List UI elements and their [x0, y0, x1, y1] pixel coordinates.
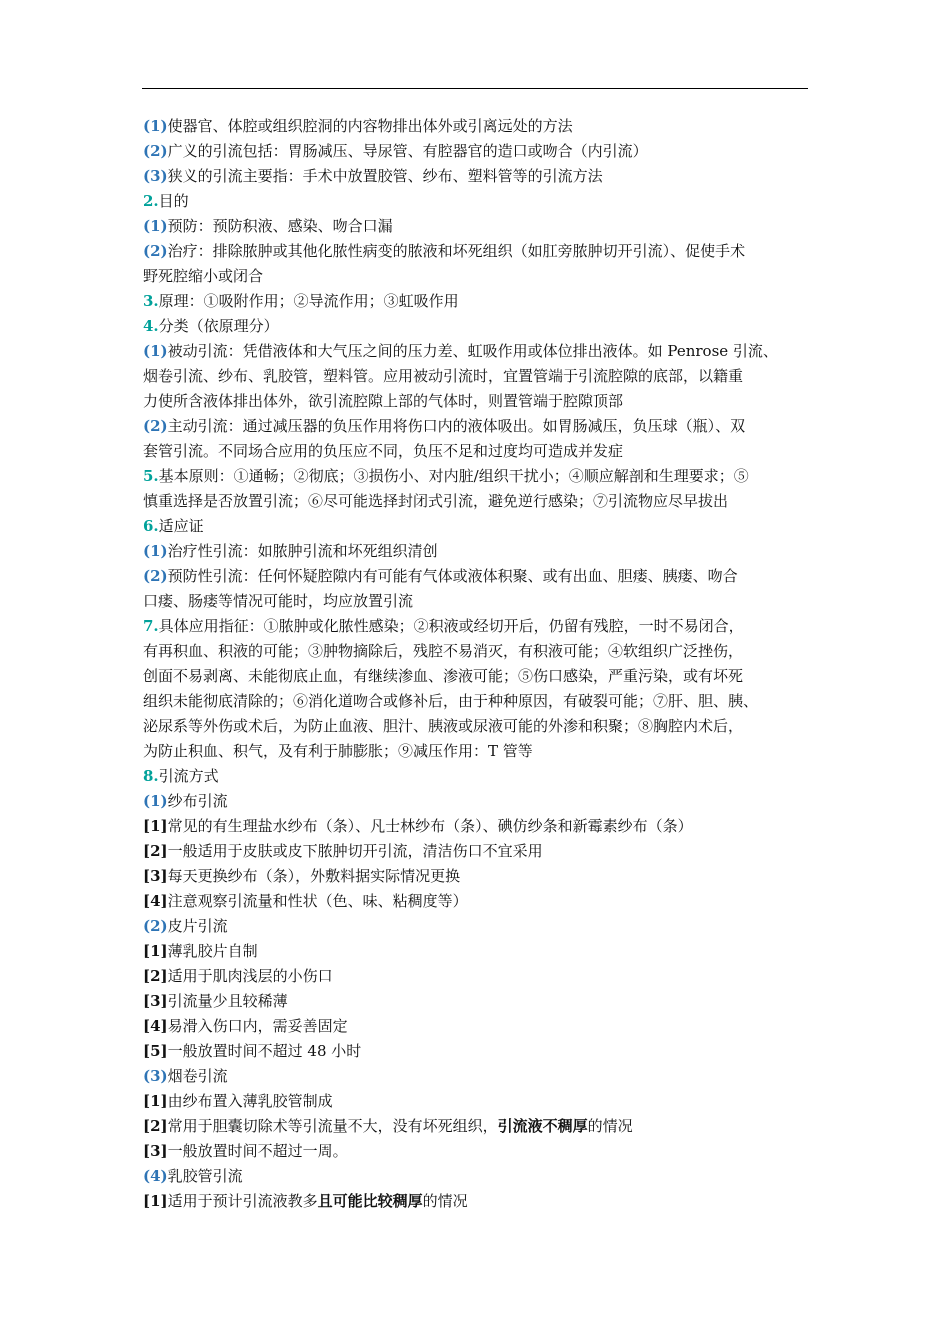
text-line	[143, 1039, 809, 1064]
item-number: 6.	[143, 517, 159, 535]
line-text: 适应证	[158, 517, 204, 535]
line-text: 慎重选择是否放置引流；⑥尽可能选择封闭式引流，避免逆行感染；⑦引流物应尽早拔出	[143, 492, 729, 510]
item-number: [2]	[143, 842, 168, 860]
line-text: 纱布引流	[167, 792, 228, 810]
line-text: 预防：预防积液、感染、吻合口漏	[167, 217, 393, 235]
line-text: 由纱布置入薄乳胶管制成	[167, 1092, 333, 1110]
line-text: 狭义的引流主要指：手术中放置胶管、纱布、塑料管等的引流方法	[167, 167, 603, 185]
line-text: 野死腔缩小或闭合	[143, 267, 264, 285]
text-line	[143, 189, 809, 214]
line-text: 原理：①吸附作用；②导流作用；③虹吸作用	[158, 292, 459, 310]
item-number: [1]	[143, 942, 168, 960]
line-text-tail: 的情况	[587, 1117, 633, 1135]
line-text: 被动引流：凭借液体和大气压之间的压力差、虹吸作用或体位排出液体。如 Penrose 引流、	[167, 342, 778, 360]
text-line	[143, 889, 809, 914]
item-number: [3]	[143, 992, 168, 1010]
item-number: [2]	[143, 967, 168, 985]
line-text: 常见的有生理盐水纱布（条）、凡士林纱布（条）、碘仿纱条和新霉素纱布（条）	[167, 817, 693, 835]
item-number: (1)	[143, 542, 168, 560]
text-line	[143, 914, 809, 939]
text-line	[143, 289, 809, 314]
line-text: 组织未能彻底清除的；⑥消化道吻合或修补后，由于种种原因，有破裂可能；⑦肝、胆、胰、	[143, 692, 759, 710]
text-line	[143, 1064, 809, 1089]
text-line	[143, 489, 809, 514]
text-line	[143, 639, 809, 664]
text-line	[143, 589, 809, 614]
item-number: [1]	[143, 1192, 168, 1210]
line-text: 乳胶管引流	[167, 1167, 243, 1185]
line-text-tail: 的情况	[422, 1192, 468, 1210]
text-line	[143, 114, 809, 139]
item-number: (2)	[143, 417, 168, 435]
text-line	[143, 964, 809, 989]
line-text: 治疗：排除脓肿或其他化脓性病变的脓液和坏死组织（如肛旁脓肿切开引流）、促使手术	[167, 242, 746, 260]
text-line	[143, 839, 809, 864]
text-line	[143, 439, 809, 464]
text-line	[143, 314, 809, 339]
text-line	[143, 1139, 809, 1164]
text-line	[143, 989, 809, 1014]
item-number: (2)	[143, 242, 168, 260]
line-text: 易滑入伤口内，需妥善固定	[167, 1017, 348, 1035]
line-text: 注意观察引流量和性状（色、味、粘稠度等）	[167, 892, 468, 910]
line-text: 烟卷引流、纱布、乳胶管，塑料管。应用被动引流时，宜置管端于引流腔隙的底部，以籍重	[143, 367, 744, 385]
bold-emphasis: 引流液不稠厚	[497, 1117, 588, 1135]
line-text: 引流量少且较稀薄	[167, 992, 288, 1010]
text-line	[143, 814, 809, 839]
line-text: 使器官、体腔或组织腔洞的内容物排出体外或引离远处的方法	[167, 117, 573, 135]
item-number: [3]	[143, 867, 168, 885]
text-line	[143, 764, 809, 789]
line-text: 为防止积血、积气，及有利于肺膨胀；⑨减压作用：T 管等	[143, 742, 533, 760]
line-text: 预防性引流：任何怀疑腔隙内有可能有气体或液体积聚、或有出血、胆瘘、胰瘘、吻合	[167, 567, 738, 585]
line-text: 创面不易剥离、未能彻底止血，有继续渗血、渗液可能；⑤伤口感染，严重污染，或有坏死	[143, 667, 744, 685]
item-number: 4.	[143, 317, 159, 335]
item-number: (3)	[143, 167, 168, 185]
line-text: 具体应用指征：①脓肿或化脓性感染；②积液或经切开后，仍留有残腔，一时不易闭合，	[158, 617, 744, 635]
text-line	[143, 364, 809, 389]
line-text: 套管引流。不同场合应用的负压应不同，负压不足和过度均可造成并发症	[143, 442, 624, 460]
line-text: 引流方式	[158, 767, 219, 785]
text-line	[143, 1014, 809, 1039]
item-number: [3]	[143, 1142, 168, 1160]
text-line	[143, 789, 809, 814]
text-line	[143, 414, 809, 439]
text-line	[143, 389, 809, 414]
item-number: [4]	[143, 1017, 168, 1035]
item-number: 2.	[143, 192, 159, 210]
text-line	[143, 214, 809, 239]
line-text: 基本原则：①通畅；②彻底；③损伤小、对内脏/组织干扰小；④顺应解剖和生理要求；⑤	[158, 467, 749, 485]
text-line	[143, 689, 809, 714]
text-line	[143, 1089, 809, 1114]
item-number: (1)	[143, 217, 168, 235]
line-text: 泌尿系等外伤或术后，为防止血液、胆汁、胰液或尿液可能的外渗和积聚；⑧胸腔内术后，	[143, 717, 744, 735]
text-line	[143, 1114, 809, 1139]
line-text: 一般适用于皮肤或皮下脓肿切开引流，清洁伤口不宜采用	[167, 842, 543, 860]
text-line	[143, 564, 809, 589]
document-body	[143, 114, 809, 1214]
line-text: 皮片引流	[167, 917, 228, 935]
line-text: 分类（依原理分）	[158, 317, 279, 335]
text-line	[143, 1164, 809, 1189]
line-text: 有再积血、积液的可能；③肿物摘除后，残腔不易消灭，有积液可能；④软组织广泛挫伤，	[143, 642, 744, 660]
item-number: 3.	[143, 292, 159, 310]
line-text: 广义的引流包括：胃肠减压、导尿管、有腔器官的造口或吻合（内引流）	[167, 142, 648, 160]
text-line	[143, 239, 809, 264]
line-text: 治疗性引流：如脓肿引流和坏死组织清创	[167, 542, 438, 560]
item-number: (1)	[143, 117, 168, 135]
text-line	[143, 664, 809, 689]
item-number: [1]	[143, 817, 168, 835]
line-text: 力使所含液体排出体外，欲引流腔隙上部的气体时，则置管端于腔隙顶部	[143, 392, 624, 410]
text-line	[143, 714, 809, 739]
item-number: (4)	[143, 1167, 168, 1185]
line-text: 目的	[158, 192, 189, 210]
item-number: [2]	[143, 1117, 168, 1135]
item-number: [4]	[143, 892, 168, 910]
item-number: (2)	[143, 567, 168, 585]
item-number: (1)	[143, 792, 168, 810]
item-number: (3)	[143, 1067, 168, 1085]
text-line	[143, 1189, 809, 1214]
line-text: 烟卷引流	[167, 1067, 228, 1085]
item-number: [1]	[143, 1092, 168, 1110]
text-line	[143, 164, 809, 189]
line-text: 常用于胆囊切除术等引流量不大，没有坏死组织，	[167, 1117, 498, 1135]
text-line	[143, 339, 809, 364]
item-number: 5.	[143, 467, 159, 485]
text-line	[143, 514, 809, 539]
line-text: 薄乳胶片自制	[167, 942, 258, 960]
header-rule	[142, 88, 808, 89]
text-line	[143, 614, 809, 639]
item-number: [5]	[143, 1042, 168, 1060]
item-number: (2)	[143, 142, 168, 160]
line-text: 口瘘、肠瘘等情况可能时，均应放置引流	[143, 592, 414, 610]
line-text: 适用于预计引流液教多	[167, 1192, 318, 1210]
text-line	[143, 264, 809, 289]
bold-emphasis: 且可能比较稠厚	[317, 1192, 423, 1210]
text-line	[143, 739, 809, 764]
line-text: 一般放置时间不超过一周。	[167, 1142, 348, 1160]
line-text: 一般放置时间不超过 48 小时	[167, 1042, 362, 1060]
line-text: 每天更换纱布（条），外敷料据实际情况更换	[167, 867, 461, 885]
text-line	[143, 864, 809, 889]
item-number: 8.	[143, 767, 159, 785]
text-line	[143, 939, 809, 964]
text-line	[143, 464, 809, 489]
line-text: 主动引流：通过减压器的负压作用将伤口内的液体吸出。如胃肠减压，负压球（瓶）、双	[167, 417, 746, 435]
item-number: (1)	[143, 342, 168, 360]
item-number: 7.	[143, 617, 159, 635]
text-line	[143, 539, 809, 564]
item-number: (2)	[143, 917, 168, 935]
line-text: 适用于肌肉浅层的小伤口	[167, 967, 333, 985]
text-line	[143, 139, 809, 164]
